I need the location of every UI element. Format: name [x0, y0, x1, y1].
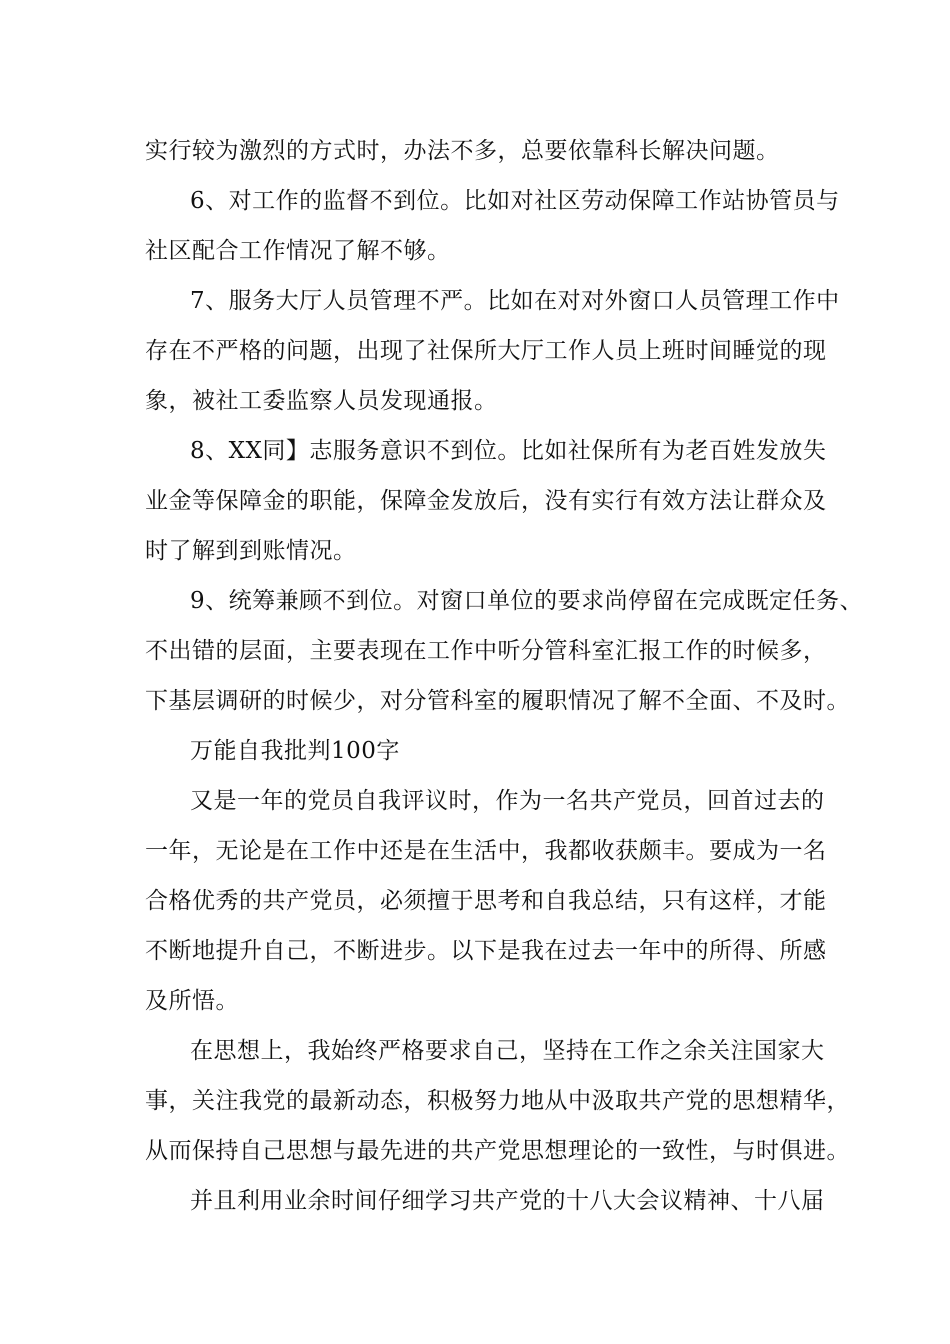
paragraph-start: 7、服务大厅人员管理不严。比如在对对外窗口人员管理工作中 — [190, 288, 840, 314]
text-line: 合格优秀的共产党员，必须擅于思考和自我总结，只有这样，才能 — [145, 888, 827, 914]
text-line: 不断地提升自己，不断进步。以下是我在过去一年中的所得、所感 — [145, 938, 827, 964]
text-line: 社区配合工作情况了解不够。 — [145, 238, 451, 264]
text-line: 时了解到到账情况。 — [145, 538, 357, 564]
text-line: 及所悟。 — [145, 988, 239, 1014]
paragraph-start: 并且利用业余时间仔细学习共产党的十八大会议精神、十八届 — [190, 1188, 825, 1214]
text-line: 存在不严格的问题，出现了社保所大厅工作人员上班时间睡觉的现 — [145, 338, 827, 364]
text-line: 象，被社工委监察人员发现通报。 — [145, 388, 498, 414]
paragraph-start: 又是一年的党员自我评议时，作为一名共产党员，回首过去的 — [190, 788, 825, 814]
paragraph-start: 在思想上，我始终严格要求自己，坚持在工作之余关注国家大 — [190, 1038, 825, 1064]
section-heading: 万能自我批判100字 — [190, 738, 400, 764]
text-line: 下基层调研的时候少，对分管科室的履职情况了解不全面、不及时。 — [145, 688, 850, 714]
text-line: 一年，无论是在工作中还是在生活中，我都收获颇丰。要成为一名 — [145, 838, 827, 864]
text-line: 实行较为激烈的方式时，办法不多，总要依靠科长解决问题。 — [145, 138, 780, 164]
paragraph-start: 9、统筹兼顾不到位。对窗口单位的要求尚停留在完成既定任务、 — [190, 588, 864, 614]
text-line: 事，关注我党的最新动态，积极努力地从中汲取共产党的思想精华， — [145, 1088, 850, 1114]
paragraph-start: 8、XX同】志服务意识不到位。比如社保所有为老百姓发放失 — [190, 438, 827, 464]
text-line: 从而保持自己思想与最先进的共产党思想理论的一致性，与时俱进。 — [145, 1138, 850, 1164]
text-line: 业金等保障金的职能，保障金发放后，没有实行有效方法让群众及 — [145, 488, 827, 514]
paragraph-start: 6、对工作的监督不到位。比如对社区劳动保障工作站协管员与 — [190, 188, 840, 214]
text-line: 不出错的层面，主要表现在工作中听分管科室汇报工作的时候多， — [145, 638, 827, 664]
